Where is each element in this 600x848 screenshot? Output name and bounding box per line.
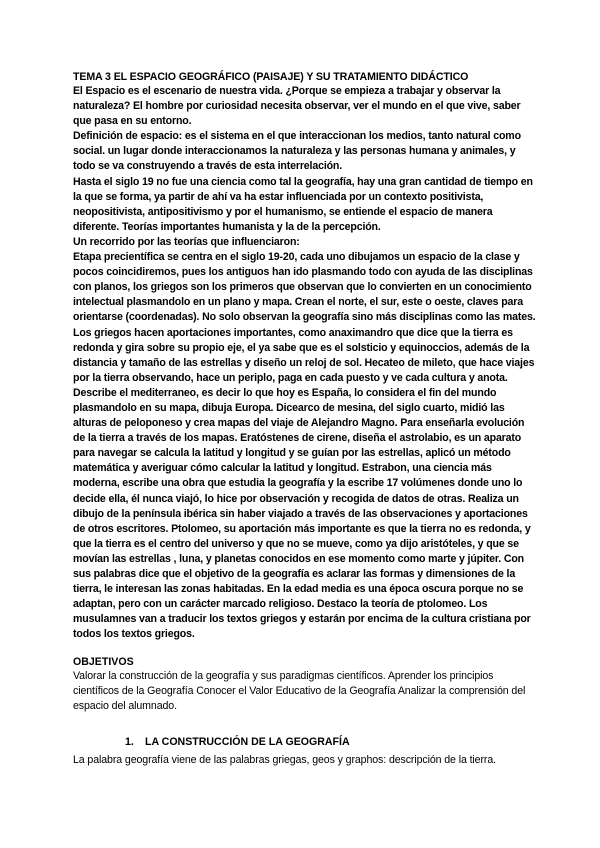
paragraph-theories-intro: Un recorrido por las teorías que influenciaron: <box>73 235 300 248</box>
paragraph-prescientific-stage: Etapa precientífica se centra en el siglo 19-20, cada uno dibujamos un espacio de la clase y pocos coincidiremos, pues los antiguos han ido plasmando todo con ayuda de las disciplinas con planos, los griegos son los primeros que observan que lo convierten en un conocimiento intelectual plasmandolo en un plano y mapa. Crean el norte, el sur, este o oeste, claves para orientarse (coordenadas). No solo observan la geografía sino más disciplinas como las mates. Los griegos hacen aportaciones importantes, como anaximandro que dice que la tierra es redonda y gira sobre su propio eje, el ya sabe que es el solsticio y equinoccios, además de la distancia y tamaño de las estrellas y diseño un reloj de sol. Hecateo de mileto, que hace viajes por la tierra observando, hace un periplo, paga en cada puesto y ve cada cultura y anota. Describe el mediterraneo, es decir lo que hoy es España, lo considera el fin del mundo plasmandolo en su mapa, dibuja Europa. Dicearco de mesina, del siglo cuarto, midió las alturas de peloponeso y crea mapas del viaje de Alejandro Magno. Para enseñarla evolución de la tierra a través de los mapas. Eratóstenes de cirene, diseña el astrolabio, es un aparato para navegar se calcula la latitud y longitud y se guían por las estrellas, aplicó un método matemática y averiguar cómo calcular la latitud y longitud. Estrabon, una ciencia más moderna, escribe una obra que estudia la geografía y la escribe 17 volúmenes donde uno lo decide ella, él nunca viajó, lo hice por observación y recogida de datos de otras. Realiza un dibujo de la península ibérica sin haber viajado a través de las observaciones y aportaciones de otros escritores. Ptolomeo, su aportación más importante es que la tierra no es redonda, y que la tierra es el centro del universo y que no se mueve, como ya dijo aristóteles, y que se movían las estrellas , luna, y planetas conocidos en ese momento como marte y júpiter. Con sus palabras dice que el objetivo de la geografía es aclarar las formas y dimensiones de la tierra, le interesan las zonas habitadas. En la edad media es una época oscura porque no se adaptan, pero con un carácter marcado religioso. Destaco la teoría de ptolomeo. Los musulamnes van a traducir los textos griegos y estarán por encima de la cultura cristiana por todos los textos griegos. <box>73 251 536 641</box>
document-title: TEMA 3 EL ESPACIO GEOGRÁFICO (PAISAJE) Y SU TRATAMIENTO DIDÁCTICO <box>73 71 469 83</box>
section-heading <box>125 735 536 749</box>
spacer <box>73 642 536 655</box>
paragraph-definition: Definición de espacio: es el sistema en el que interaccionan los medios, tanto natural como social. un lugar donde interaccionamos la naturaleza y las personas humana y animales, y todo se va construyendo a través de esta interrelación. <box>73 130 521 173</box>
section-text: La palabra geografía viene de las palabras griegas, geos y graphos: descripción de la tierra. <box>73 754 496 767</box>
document-content <box>73 70 536 768</box>
paragraph-intro: El Espacio es el escenario de nuestra vida. ¿Porque se empieza a trabajar y observar la naturaleza? El hombre por curiosidad necesita observar, ver el mundo en el que vive, saber que pasa en su entorno. <box>73 85 521 128</box>
objectives-heading: OBJETIVOS <box>73 656 134 669</box>
objectives-text: Valorar la construcción de la geografía y sus paradigmas científicos. Aprender los principios científicos de la Geografía Conocer el Valor Educativo de la Geografía Analizar la comprensión del espacio del alumnado. <box>73 670 526 712</box>
section-title: LA CONSTRUCCIÓN DE LA GEOGRAFÍA <box>145 736 350 749</box>
paragraph-history: Hasta el siglo 19 no fue una ciencia como tal la geografía, hay una gran cantidad de tiempo en la que se forma, ya partir de ahí va ha estar influenciada por un contexto positivista, neopositivista, antipositivismo y por el humanismo, se entiende el espacio de manera diferente. Teorías importantes humanista y la de la percepción. <box>73 175 533 233</box>
section-number: 1. <box>125 736 134 749</box>
